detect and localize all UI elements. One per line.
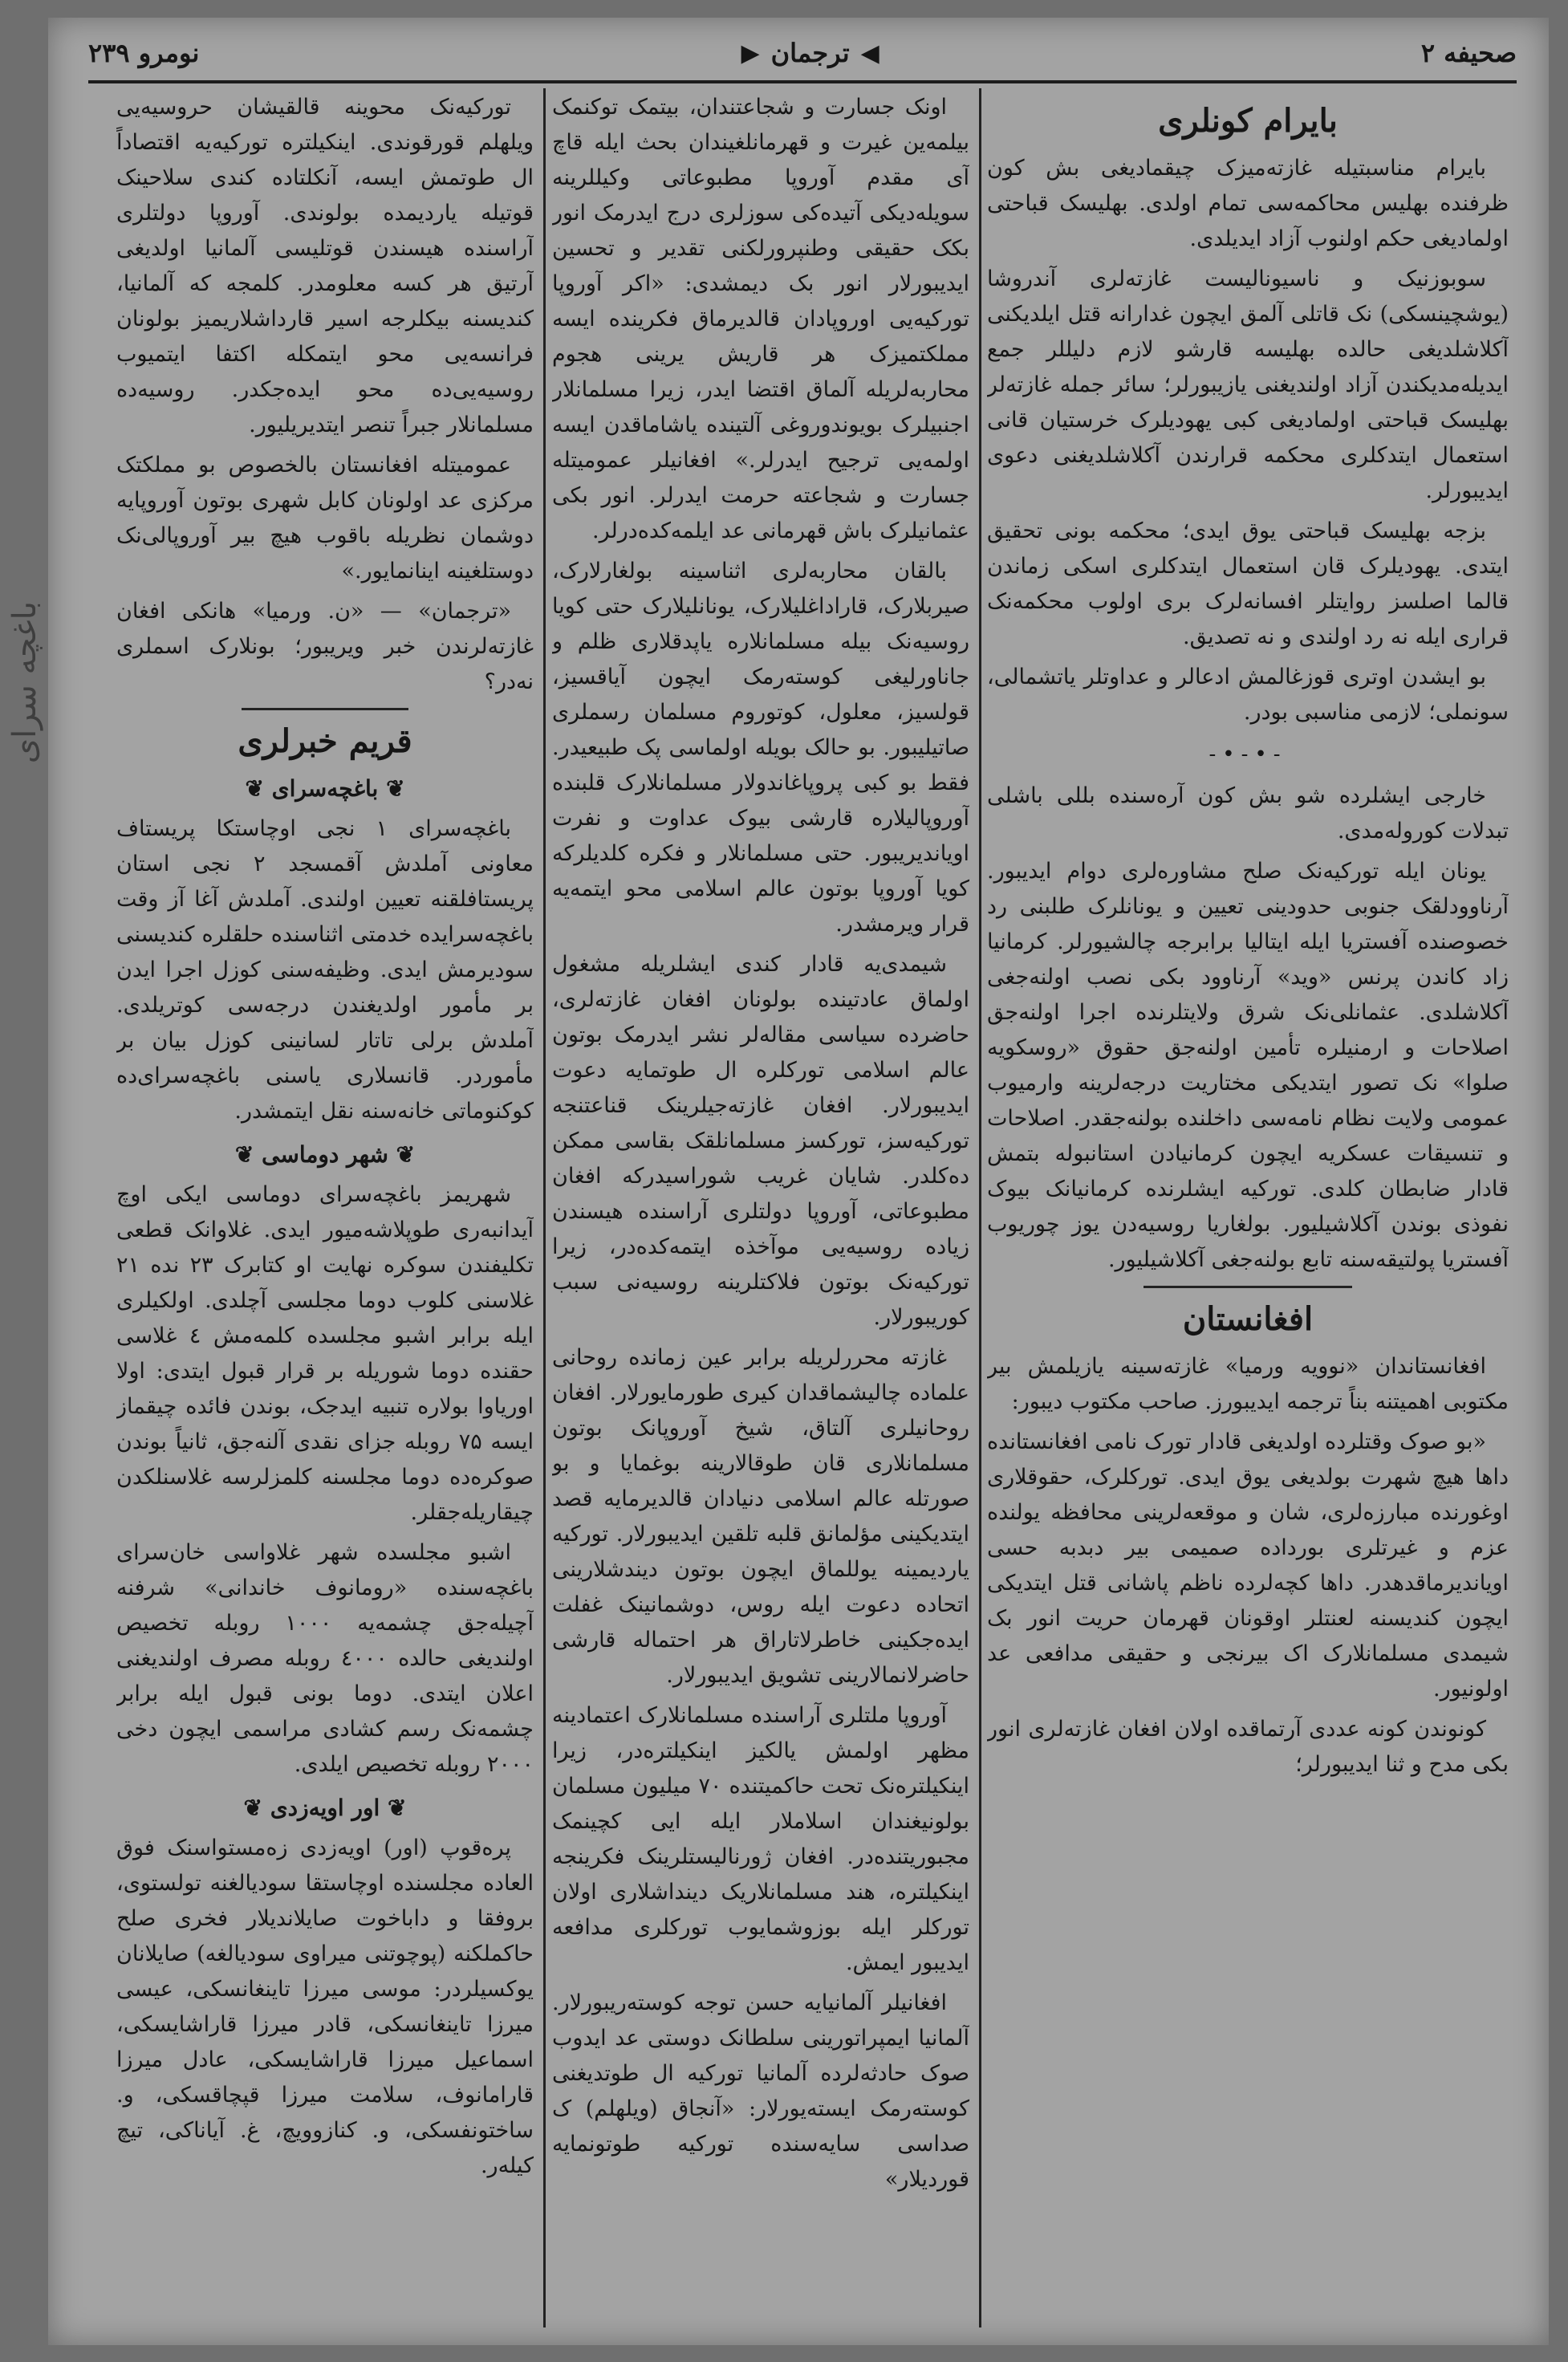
paragraph: یونان ایله تورکیه‌نک صلح مشاوره‌لری دوام ایدیبور. آرناوودلقک جنوبی حدودینی تعیین و یونانلرک طلبنی رد خصوصنده آفستریا ایله ایتالیا برابرجه چالشیورلر. کرمانیا زاد کاندن پرنس «وید» آرناوود بکی نصب اولنه‌جغی آکلاشلدی. عثمانلی‌نک شرق ولایتلرنده اجرا اولنه‌جق اصلاحات و ارمنیلره تأمین اولنه‌جق حقوق «روسکویه صلوا» نک تصور ایتدیکی مختاریت درجه‌لرینه وارمیوب عمومی ولایت نظام نامه‌سی داخلنده بولنه‌جقدر. اصلاحات و تنسیقات عسکریه ایچون کرمانیادن استانبوله بتمش قادار ضابطان کلدی. تورکیه ایشلرنده کرمانیانک بیوک نفوذی بوندن آکلاشیلیور. بولغاریا روسیه‌دن یوز چوریوب آفستریا پولتیقه‌سنه تابع بولنه‌جغی آکلاشیلیور. — [987, 859, 1509, 1272]
issue-number: نومرو ۲۳۹ — [88, 38, 200, 68]
sub-title-text: شهر دوماسی — [262, 1141, 388, 1168]
article-title: بایرام کونلری — [1158, 102, 1338, 140]
page-number: صحیفه ۲ — [1420, 38, 1517, 68]
column-right — [987, 90, 1509, 2329]
paragraph: بایرام مناسبتیله غازته‌میزک چیقمادیغی بش کون ظرفنده بهلیس محاکمه‌سی تمام اولدی. بهلیسک قباحتی اولمادیغی حکم اولنوب آزاد ایدیلدی. — [987, 156, 1509, 251]
paragraph: تورکیه‌نک محوینه قالقیشان حروسیه‌یی ویلهلم قورقوندی. اینکیلتره تورکیه‌یه اقتصاداً ال طوتمش ایسه، آنکلتاده کندی سلاحینک قوتیله یاردیمده بولوندی. آوروپا دولتلری آراسنده هیسندن قوتلیسی آلمانیا اولدیغی آرتیق هر کسه معلومدر. کلمجه که آلمانیا، کندیسنه بیکلرجه اسیر قارداشلاریمیز بولونان فرانسه‌یی محو ایتمکله اکتفا ایتمیوب روسیه‌یی‌ده محو ایده‌جکدر. روسیه‌ده مسلمانلار جبراً تنصر ایتدیریلیور. — [116, 95, 534, 437]
column-divider — [979, 88, 981, 2327]
paragraph: بزجه بهلیسک قباحتی یوق ایدی؛ محکمه بونی تحقیق ایتدی. یهودیلرک قان استعمال ایتدکلری اسکی زماندن قالما اصلسز روایتلر افسانه‌لرک بری اولوب محکمه‌نک قراری ایله نه رد اولندی و نه تصدیق. — [987, 518, 1509, 649]
paragraph: شهریمز باغچه‌سرای دوماسی ایکی اوچ آیدانبه‌ری طوپلاشه‌میور ایدی. غلاوانک قطعی تکلیفندن سوکره نهایت او کتابرک ۲۳ نده ۲۱ غلاسنی کلوب دوما مجلسی آچلدی. اولکیلری ایله برابر اشبو مجلسده کلمه‌مش ٤ غلاسی حقنده دوما شوریله بر قرار قبول ایتدی: اولا اوریاوا بولاره تنبیه ایدجک، بوندن فائده چیقماز ایسه ۷۵ روبله جزای نقدی آلنه‌جق، ثانیاً بوندن صوکره‌ده دوما مجلسنه کلمزلرسه غلاسنلکدن چیقاریله‌جقلر. — [116, 1182, 534, 1525]
paragraph: شیمدی‌یه قادار کندی ایشلریله مشغول اولماق عادتینده بولونان افغان غازته‌لری، حاضرده سیاسی مقاله‌لر نشر ایدرمک بوتون عالم اسلامی تورکلره ال طوتمایه دعوت ایدیبورلار. افغان غازته‌جیلرینک قناعتنجه تورکیه‌سز، تورکسز مسلمانلقک بقاسی ممکن ده‌کلدر. شایان غریب شوراسیدرکه افغان مطبوعاتی، آوروپا دولتلری آراسنده هیسندن زیاده روسیه‌یی موآخذه ایتمه‌کده‌در، زیرا تورکیه‌نک بوتون فلاکتلرینه روسیه‌نی سبب کوریبورلار. — [552, 952, 969, 1330]
paragraph: اشبو مجلسده شهر غلاواسی خان‌سرای باغچه‌سنده «رومانوف خاندانی» شرفنه آچیله‌جق چشمه‌یه ۱۰۰۰ روبله تخصیص اولندیغی حالده ٤۰۰۰ روبله مصرف اولندیغنی اعلان ایتدی. دوما بونی قبول ایله برابر چشمه‌نک رسم کشادی مراسمی ایچون دخی ۲۰۰۰ روبله تخصیص ایلدی. — [116, 1540, 534, 1777]
article-title: قریم خبرلری — [238, 722, 412, 760]
paragraph: افغانیلر آلمانیایه حسن توجه کوسته‌ریبورلار. آلمانیا ایمپراتورینی سلطانک دوستی عد ایدوب صوک حادثه‌لرده آلمانیا تورکیه ال طوتدیغنی کوسته‌رمک ایسته‌یورلار: «آنجاق (ویلهلم) ک صداسی سایه‌سنده تورکیه طوتونمایه قوردیلار» — [552, 1990, 969, 2192]
column-divider — [543, 88, 546, 2327]
paper-name: ترجمان — [770, 38, 850, 68]
ornament-left-icon: ▶ — [741, 39, 760, 67]
paragraph: باغچه‌سرای ۱ نجی اوچاستکا پریستاف معاونی آملدش آقمسجد ۲ نجی استان پریستافلقنه تعیین اولندی. آملدش آغا آز وقت باغچه‌سرایده خدمتی اثناسنده حلقلره کندیسنی سودیرمش ایدی. وظیفه‌سنی کوزل اجرا ایدن بر مأمور اولدیغندن درجه‌سی کوتریلدی. آملدش برلی تاتار لسانینی کوزل بیان بر مأموردر. قانسلاری یاسنی باغچه‌سرای‌ده کوکنوماتی خانه‌سنه نقل ایتمشدر. — [116, 816, 534, 1124]
paragraph: آوروپا ملتلری آراسنده مسلمانلارک اعتمادینه مظهر اولمش یالکیز اینکیلتره‌در، زیرا اینکیلتره‌نک تحت حاکمیتنده ۷۰ میلیون مسلمان بولونیغندان اسلاملار ایله ایی کچینمک مجبوریتنده‌در. افغان ژورنالیستلرینک فکرینجه اینکیلتره، هند مسلمانلاریک دینداشلاری اولان تورکلر ایله بوزوشمایوب تورکلری مدافعه ایدیبور ایمش. — [552, 1703, 969, 1975]
sub-title — [116, 1791, 534, 1826]
sub-title-text: اور اویه‌زدی — [270, 1795, 380, 1821]
column-middle — [552, 90, 969, 2329]
ornament-right-icon: ◀ — [860, 39, 879, 67]
masthead — [741, 38, 879, 68]
paragraph: پره‌قوپ (اور) اویه‌زدی زه‌مستواسنک فوق العاده مجلسنده اوچاستقا سودیالغنه تولستوی، بروفقا و داباخوت صایلاندیلار فخری صلح حاکملکنه (پوچوتنی میراوی سودیالغه) صایلانان یوکسیلردر: موسی میرزا تاینغانسکی، عیسی میرزا تاینغانسکی، قادر میرزا قاراشایسکی، اسماعیل میرزا قاراشایسکی، عادل میرزا قارامانوف، سلامت میرزا قپچاقسکی، و. ساختونفسکی، و. کنازوویچ، غ. آیاناکی، تیچ کیله‌ر. — [116, 1836, 534, 2178]
paragraph: خارجی ایشلرده شو بش کون آره‌سنده بللی باشلی تبدلات کوروله‌مدی. — [987, 783, 1509, 844]
paragraph: غازته محررلریله برابر عین زمانده روحانی علماده چالیشماقدان کیری طورمایورلار. افغان روحانیلری آلتاق، شیخ آوروپانک بوتون مسلمانلاری قان طوقالارینه بوغمایا و بو صورتله عالم اسلامی دنیادان قالدیرمایه قصد ایتدیکینی مؤلمانق قلبه تلقین ایدیبورلار. تورکیه یاردیمینه یوللماق ایچون بوتون دیندشلارینی اتحاده دعوت ایله روس، دوشمانینک غفلت ایده‌جکینی خاطرلاتاراق هر احتماله قارشی حاضرلانمالارینی تشویق ایدیبورلار. — [552, 1345, 969, 1688]
divider — [242, 708, 408, 710]
paragraph: افغانستاندان «نوویه ورمیا» غازته‌سینه یازیلمش بیر مکتوبی اهمیتنه بناً ترجمه ایدیبورز. صاحب مکتوب دیبور: — [987, 1354, 1509, 1414]
section-separator: -•-•- — [1208, 742, 1287, 766]
divider — [1144, 1286, 1352, 1288]
ornament-icon: ❦ — [245, 775, 272, 802]
article-title: افغانستان — [1182, 1300, 1314, 1338]
paragraph: عمومیتله افغانستان بالخصوص بو مملکتک مرکزی عد اولونان کابل شهری بوتون آوروپایه دوشمان نظریله باقوب هیچ بیر آوروپالی‌نک دوستلغینه اینانمایور.» — [116, 453, 534, 583]
column-left — [116, 90, 534, 2329]
paragraph: «بو صوک وقتلرده اولدیغی قادار تورک نامی افغانستانده داها هیچ شهرت بولدیغی یوق ایدی. تورکلرک، حقوقلاری اوغورنده مبارزه‌لری، شان و موقعه‌لرینی محافظه یولنده عزم و غیرتلری بورداده صمیمی بیر دبدبه حسی اویاندیرماقدهدر. داها کچه‌لرده ناظم پاشانی قتل ایتدیکی ایچون کندیسنه لعنتلر اوقونان قهرمان حریت انور بک شیمدی مسلمانلارک اک بیرنجی و حقیقی مدافعی عد اولونیور. — [987, 1429, 1509, 1701]
ornament-icon: ❦ — [378, 775, 405, 802]
header-rule — [88, 80, 1517, 83]
ornament-icon: ❦ — [388, 1141, 416, 1168]
paragraph: بالقان محاربه‌لری اثناسینه بولغارلارک، صیربلارک، قاراداغلیلارک، یونانلیلارک حتی کویا روسیه‌نک بیله مسلمانلاره یاپدقلاری ظلم و جاناورلیغی کوسته‌رمک ایچون آیاقسیز، قولسیز، معلول، کوتوروم مسلمان رسملری صاتیلیبور. بو حالک بویله اولماسی پک طبیعیدر. فقط بو کبی پروپاغاندولار مسلمانلارک قلبنده آوروپالیلاره قارشی بیوک عداوت و نفرت اویاندیریبور. حتی مسلمانلار و فکره کلدیلرکه کویا آوروپا بوتون عالم اسلامی محو ایتمه‌یه قرار ویرمشدر. — [552, 559, 969, 937]
paragraph: سوبوزنیک و ناسیونالیست غازته‌لری آندروشا (یوشچینسکی) نک قاتلی آلمق ایچون غدارانه قتل ایلدیکنی آکلاشلدیغی حالده بهلیسه قارشو لازم دلیللر جمع ایدیله‌مدیکندن آزاد اولندیغنی یازیبورلر؛ سائر جمله غازته‌لر بهلیسک قباحتی اولمادیغی کبی یهودیلرک خرستیان قانی استعمال ایتدکلری محکمه قرارندن آکلاشلدیغنی دعوی ایدیبورلر. — [987, 266, 1509, 503]
sub-title — [116, 1137, 534, 1173]
sub-title — [116, 771, 534, 807]
ornament-icon: ❦ — [243, 1795, 270, 1821]
paragraph: اونک جسارت و شجاعتندان، بیتمک توکنمک بیلمه‌ین غیرت و قهرمانلغیندان بحث ایله قاچ آی مقدم آوروپا مطبوعاتی وکیللرینه سویله‌دیکی آتیده‌کی سوزلری درج ایدرمک انور بکک حقیقی وطنپرورلکنی تقدیر و تحسین ایدیبورلار انور بک دیمشدی: «اکر آوروپا تورکیه‌یی اوروپادان قالدیرماق فکرینده ایسه مملکتمیزک هر قاریش یرینی هجوم محاربه‌لریله آلماق اقتضا ایدر، زیرا مسلمانلار اجنبیلرک بویوندوروغی آلتینده یاشاماقدن ایسه اولمه‌یی ترجیح ایدرلر.» افغانیلر عمومیتله جسارت و شجاعته حرمت ایدرلر. انور بکی عثمانیلرک باش قهرمانی عد ایلمه‌کده‌درلر. — [552, 95, 969, 543]
page-header — [88, 29, 1517, 77]
paragraph: بو ایشدن اوتری قوزغالمش ادعالر و عداوتلر یاتشمالی، سونملی؛ لازمی مناسبی بودر. — [987, 665, 1509, 725]
paragraph: کونوندن کونه عددی آرتماقده اولان افغان غازته‌لری انور بکی مدح و ثنا ایدیبورلر؛ — [987, 1717, 1509, 1777]
ornament-icon: ❦ — [234, 1141, 262, 1168]
margin-note-text: باغچه سرای — [6, 600, 43, 764]
margin-note — [6, 241, 43, 1124]
paragraph: «ترجمان» — «ن. ورمیا» هانکی افغان غازته‌لرندن خبر ویریبور؛ بونلارک اسملری نه‌در؟ — [116, 599, 534, 694]
ornament-icon: ❦ — [380, 1795, 407, 1821]
sub-title-text: باغچه‌سرای — [271, 775, 379, 802]
